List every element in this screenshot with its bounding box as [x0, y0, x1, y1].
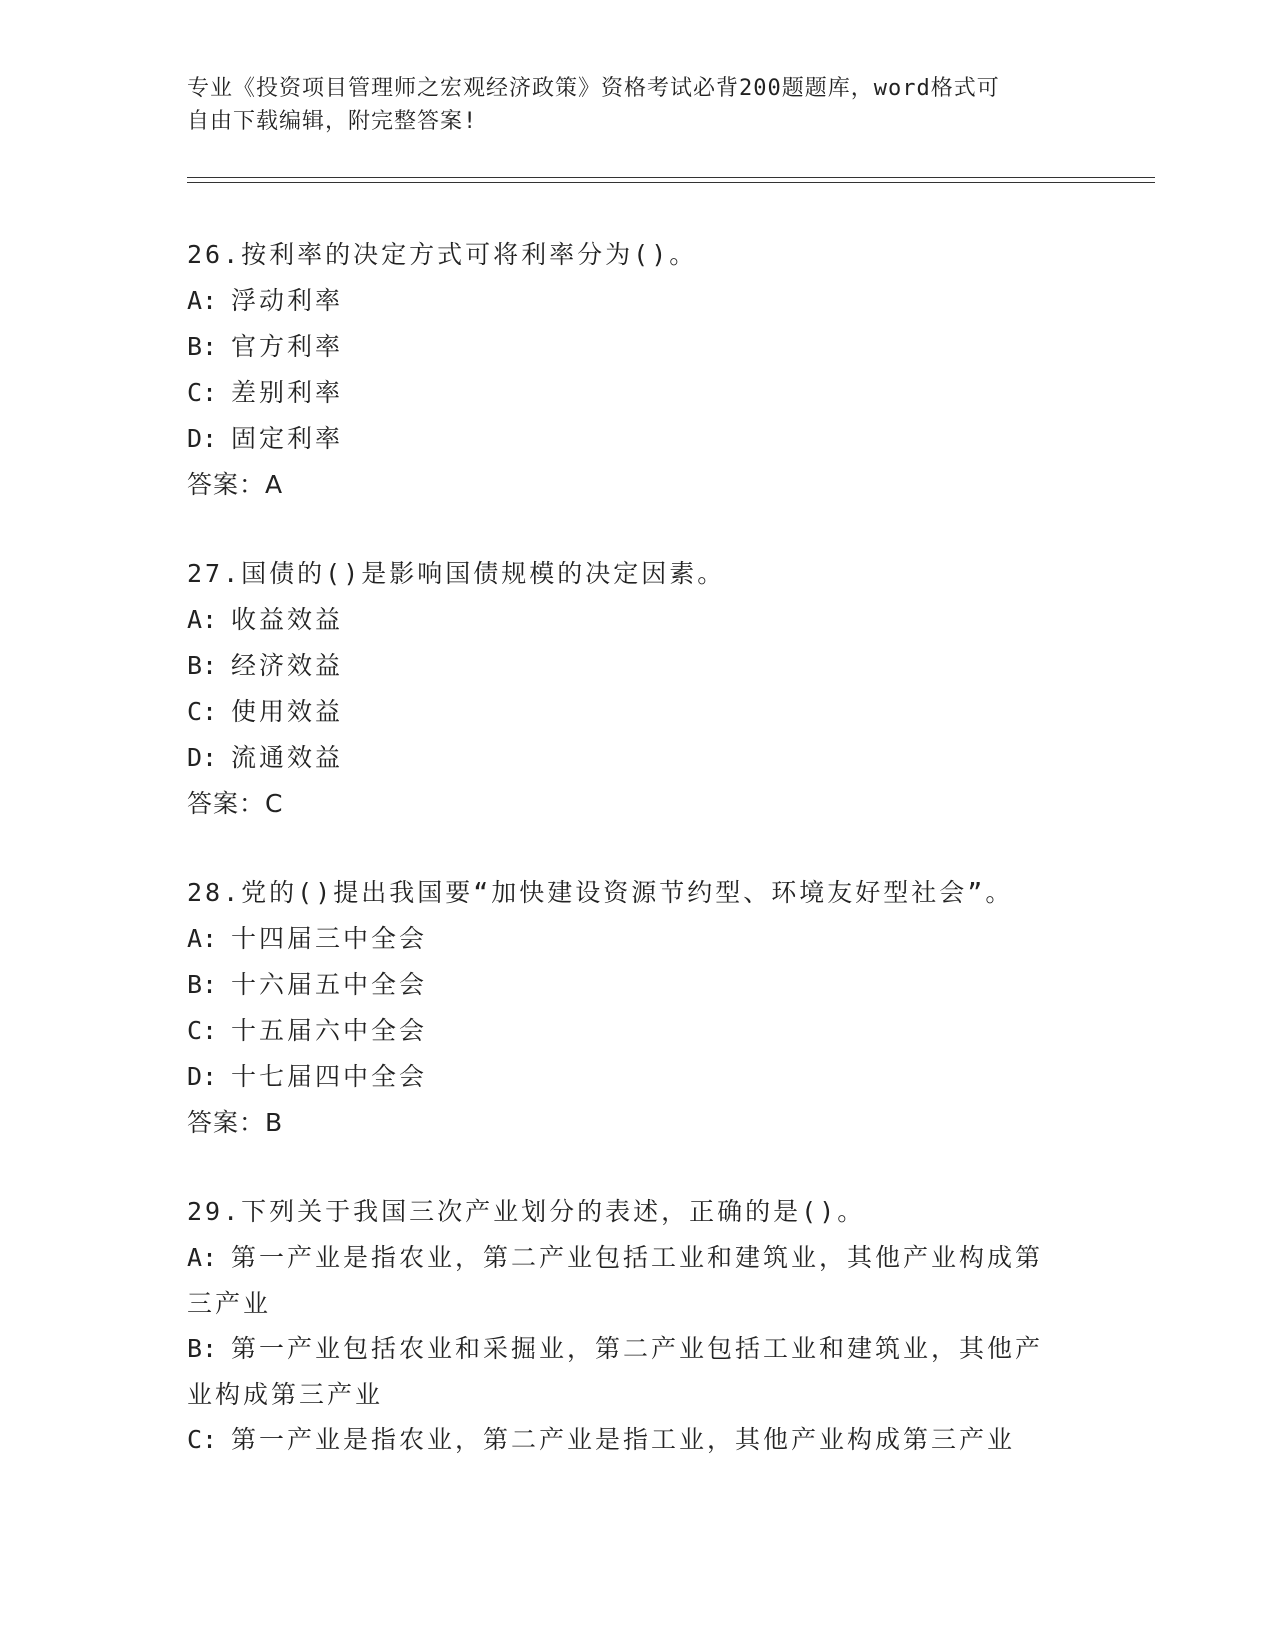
option-a	[187, 597, 1087, 643]
option-letter: B:	[187, 651, 218, 680]
option-letter: B:	[187, 970, 218, 999]
option-letter: D:	[187, 743, 218, 772]
option-b	[187, 1326, 1087, 1372]
option-text: 十六届五中全会	[231, 970, 428, 999]
option-text: 收益效益	[231, 605, 344, 634]
header-divider-top	[187, 177, 1155, 178]
option-a	[187, 278, 1087, 324]
question-stem: 28.党的()提出我国要“加快建设资源节约型、环境友好型社会”。	[187, 878, 1014, 907]
header-line-2: 自由下载编辑，附完整答案!	[187, 109, 478, 134]
option-d	[187, 416, 1087, 462]
option-text: 第一产业是指农业，第二产业是指工业，其他产业构成第三产业	[231, 1425, 1016, 1454]
option-c	[187, 370, 1087, 416]
option-letter: C:	[187, 1425, 218, 1454]
option-b	[187, 643, 1087, 689]
option-text: 第一产业包括农业和采掘业，第二产业包括工业和建筑业，其他产	[231, 1334, 1044, 1363]
option-a	[187, 1235, 1087, 1281]
option-text: 差别利率	[231, 378, 344, 407]
option-letter: A:	[187, 286, 218, 315]
question-28	[187, 870, 1087, 1146]
option-d	[187, 735, 1087, 781]
option-text: 第一产业是指农业，第二产业包括工业和建筑业，其他产业构成第	[231, 1243, 1044, 1272]
option-text: 十四届三中全会	[231, 924, 428, 953]
option-letter: A:	[187, 605, 218, 634]
option-c	[187, 1008, 1087, 1054]
option-letter: A:	[187, 924, 218, 953]
option-letter: B:	[187, 332, 218, 361]
option-letter: C:	[187, 697, 218, 726]
option-text: 经济效益	[231, 651, 344, 680]
question-stem: 27.国债的()是影响国债规模的决定因素。	[187, 559, 726, 588]
answer-label: 答案：C	[187, 789, 284, 818]
question-26	[187, 232, 1087, 508]
option-letter: D:	[187, 1062, 218, 1091]
option-letter: C:	[187, 378, 218, 407]
option-b-continuation: 业构成第三产业	[187, 1380, 384, 1409]
option-text: 官方利率	[231, 332, 344, 361]
option-c	[187, 689, 1087, 735]
question-stem: 26.按利率的决定方式可将利率分为()。	[187, 240, 698, 269]
option-text: 流通效益	[231, 743, 344, 772]
header-divider-bottom	[187, 182, 1155, 183]
option-letter: C:	[187, 1016, 218, 1045]
option-text: 使用效益	[231, 697, 344, 726]
option-text: 十七届四中全会	[231, 1062, 428, 1091]
option-text: 十五届六中全会	[231, 1016, 428, 1045]
option-a	[187, 916, 1087, 962]
question-29	[187, 1189, 1087, 1463]
option-letter: B:	[187, 1334, 218, 1363]
header-line-1: 专业《投资项目管理师之宏观经济政策》资格考试必背200题题库，word格式可	[187, 76, 1000, 101]
option-b	[187, 962, 1087, 1008]
question-27	[187, 551, 1087, 827]
option-d	[187, 1054, 1087, 1100]
option-b	[187, 324, 1087, 370]
answer-label: 答案：A	[187, 470, 284, 499]
document-header	[187, 72, 1087, 138]
option-a-continuation: 三产业	[187, 1289, 272, 1318]
option-letter: D:	[187, 424, 218, 453]
question-stem: 29.下列关于我国三次产业划分的表述，正确的是()。	[187, 1197, 866, 1226]
option-letter: A:	[187, 1243, 218, 1272]
option-text: 浮动利率	[231, 286, 344, 315]
option-c	[187, 1417, 1087, 1463]
answer-label: 答案：B	[187, 1108, 284, 1137]
option-text: 固定利率	[231, 424, 344, 453]
